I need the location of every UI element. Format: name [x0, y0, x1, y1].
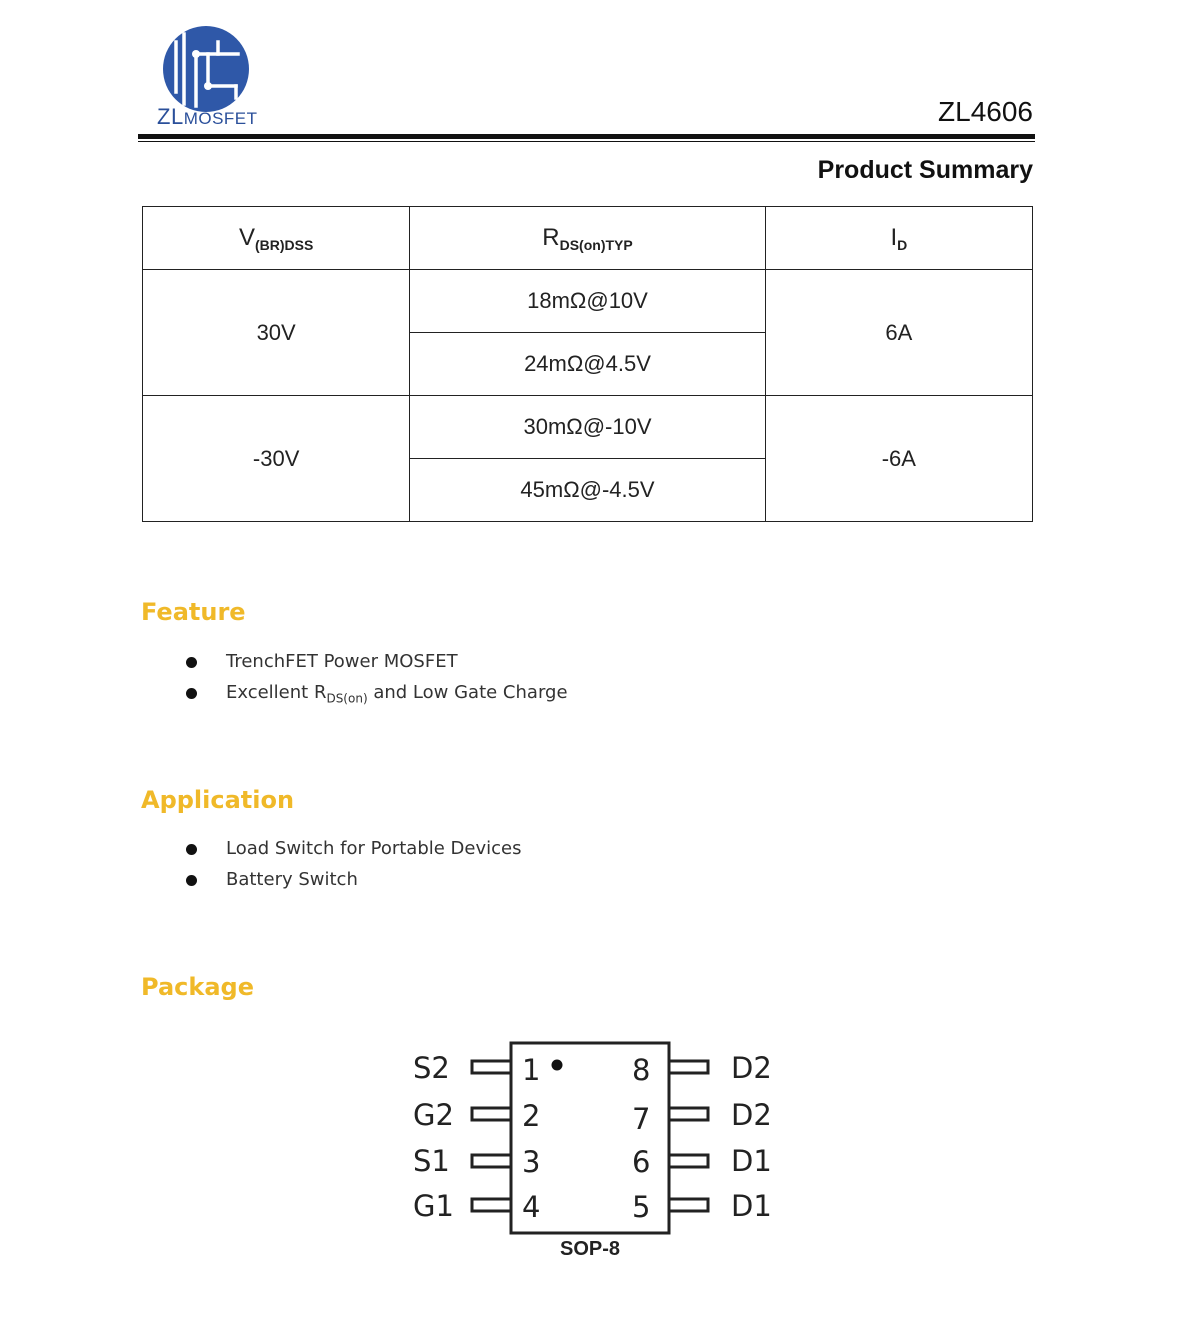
pin-lead: [669, 1108, 708, 1120]
cell-id: -6A: [765, 396, 1032, 522]
pin-lead: [472, 1108, 511, 1120]
pin-name-right: D1: [731, 1189, 772, 1223]
cell-rds: 18mΩ@10V: [410, 270, 765, 333]
pin-number: 2: [522, 1099, 541, 1133]
application-list: [186, 838, 521, 900]
table-row: [143, 396, 1033, 459]
header-vbrdss: $V_{(BR)DSS}$: [143, 207, 410, 270]
header-rule: [138, 134, 1035, 139]
header-rule-thin: [138, 141, 1035, 142]
pin-name-left: G2: [413, 1098, 454, 1132]
pin-lead: [472, 1061, 511, 1073]
table-header-row: [143, 207, 1033, 270]
pin-lead: [472, 1199, 511, 1211]
pin-lead: [669, 1155, 708, 1167]
cell-id: 6A: [765, 270, 1032, 396]
bullet-icon: [186, 875, 197, 886]
pin-number: 1: [522, 1053, 541, 1087]
pin-number: 3: [522, 1145, 541, 1179]
header-id: $I_D$: [765, 207, 1032, 270]
list-item: Battery Switch: [186, 869, 521, 900]
product-summary-table: [142, 206, 1033, 522]
brand-name: ZLMOSFET: [157, 104, 258, 129]
pin-lead: [669, 1061, 708, 1073]
pin1-marker: [552, 1060, 563, 1071]
bullet-icon: [186, 844, 197, 855]
pin-lead: [669, 1199, 708, 1211]
sop8-package-diagram: [405, 1035, 785, 1265]
pin-name-right: D2: [731, 1098, 772, 1132]
pin-number: 7: [632, 1102, 651, 1136]
list-item: Load Switch for Portable Devices: [186, 838, 521, 869]
part-number: ZL4606: [938, 96, 1033, 127]
bullet-icon: [186, 688, 197, 699]
list-item: TrenchFET Power MOSFET: [186, 651, 568, 682]
package-title: Package: [141, 973, 254, 1001]
feature-title: Feature: [141, 598, 246, 626]
application-title: Application: [141, 786, 295, 814]
pin-name-right: D2: [731, 1051, 772, 1085]
cell-vds: 30V: [143, 270, 410, 396]
table-row: [143, 270, 1033, 333]
cell-rds: 45mΩ@-4.5V: [410, 459, 765, 522]
pin-name-left: G1: [413, 1189, 454, 1223]
package-name: SOP-8: [559, 1238, 621, 1260]
cell-rds: 30mΩ@-10V: [410, 396, 765, 459]
pin-lead: [472, 1155, 511, 1167]
header-rds-on: $R_{DS(on)TYP}$: [410, 207, 765, 270]
pin-number: 8: [632, 1053, 651, 1087]
pin-name-left: S1: [413, 1144, 450, 1178]
pin-name-right: D1: [731, 1144, 772, 1178]
cell-vds: -30V: [143, 396, 410, 522]
cell-rds: 24mΩ@4.5V: [410, 333, 765, 396]
pin-number: 4: [522, 1190, 541, 1224]
feature-list: [186, 651, 568, 713]
product-summary-title: Product Summary: [817, 156, 1033, 184]
pin-name-left: S2: [413, 1051, 450, 1085]
list-item: Excellent $R_{DS(on)}$ and Low Gate Charge: [186, 682, 568, 713]
bullet-icon: [186, 657, 197, 668]
pin-number: 5: [632, 1190, 651, 1224]
pin-number: 6: [632, 1145, 651, 1179]
